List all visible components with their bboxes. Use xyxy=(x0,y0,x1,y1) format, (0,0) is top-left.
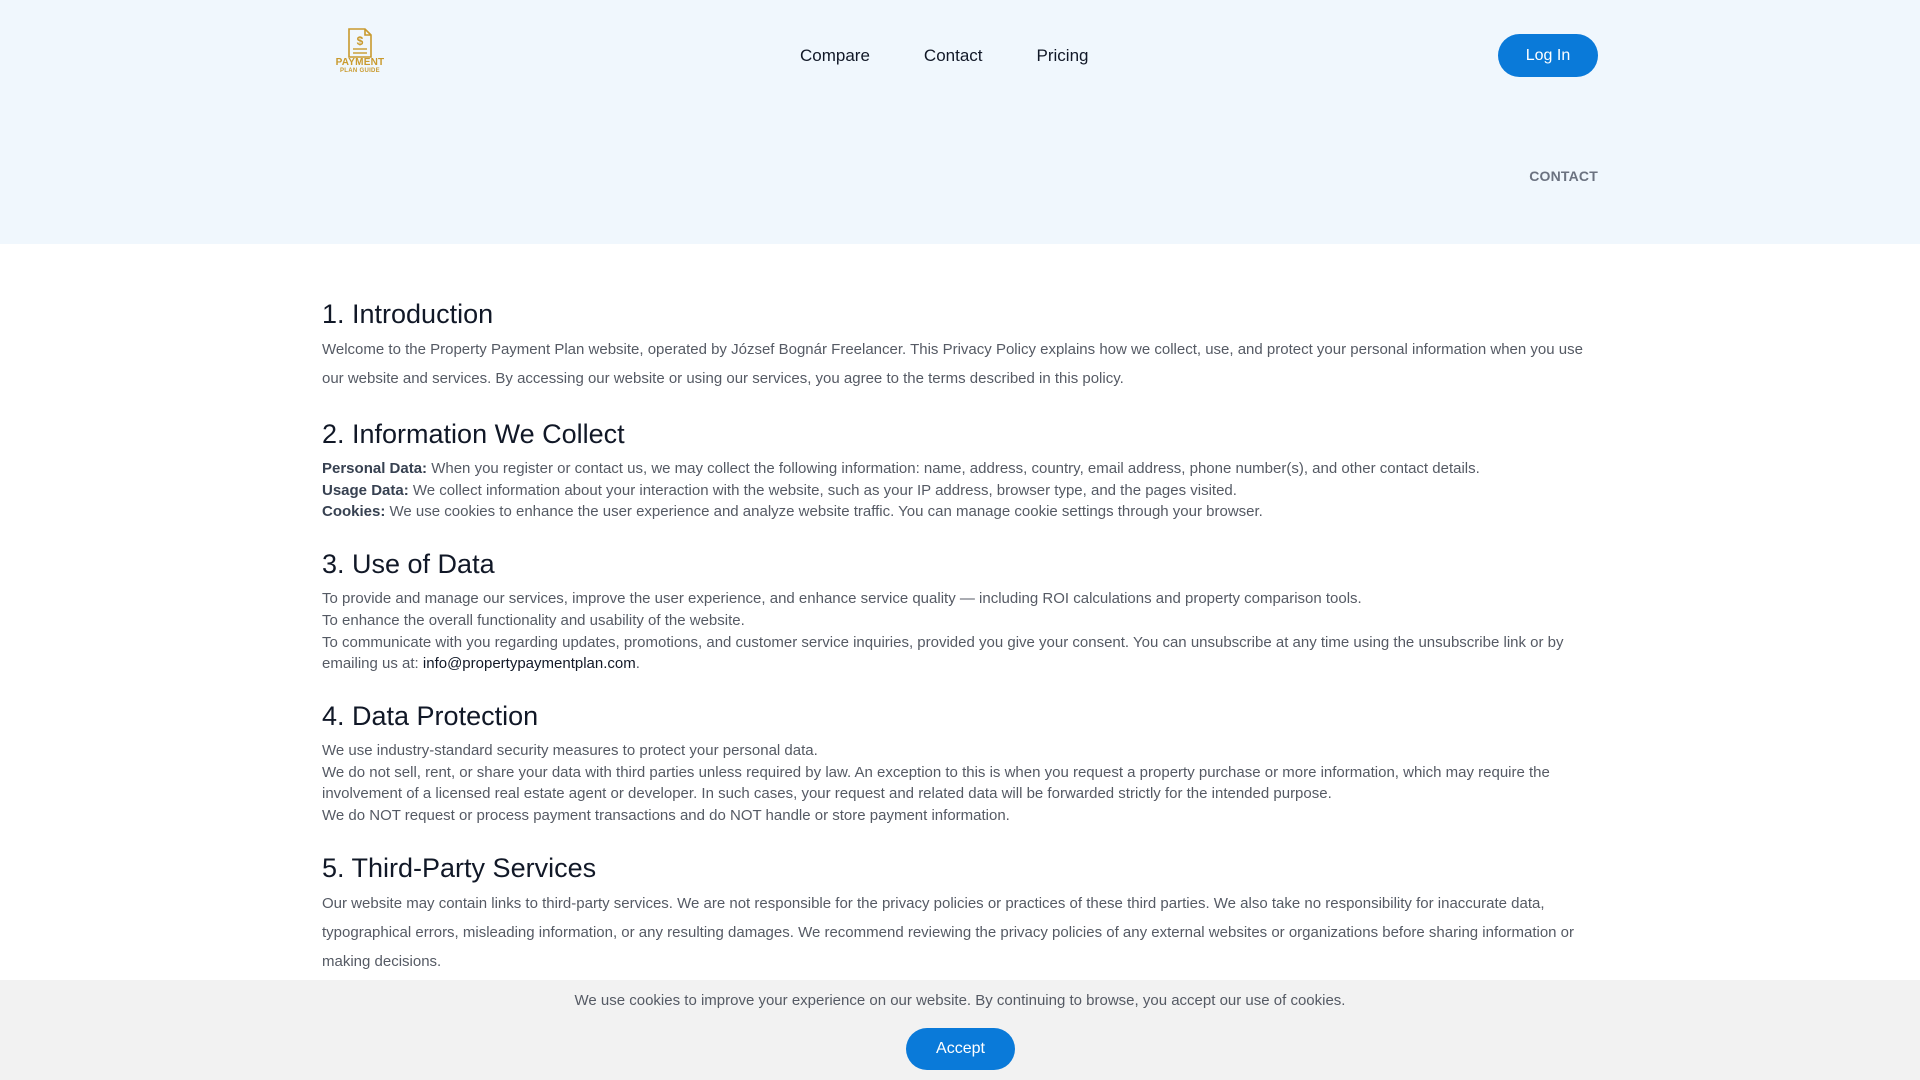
svg-text:$: $ xyxy=(356,34,364,48)
section-information-we-collect xyxy=(322,416,1598,523)
site-header xyxy=(0,0,1920,244)
section-data-protection xyxy=(322,698,1598,827)
section-title: 4. Data Protection xyxy=(322,700,539,731)
item-text: We collect information about your interaction with the website, such as your IP address, browser type, and the pages visited. xyxy=(408,481,1237,499)
list-item xyxy=(322,501,1598,523)
logo[interactable] xyxy=(330,28,390,84)
nav-compare[interactable]: Compare xyxy=(800,46,870,65)
breadcrumb: CONTACT xyxy=(1529,168,1598,184)
section-text: Our website may contain links to third-party services. We are not responsible for the privacy policies or practices of these third parties. We also take no responsibility for inaccurate data, typographical errors, misleading information, or any resulting damages. We recommend reviewing the privacy policies of any external websites or organizations before sharing information or making decisions. xyxy=(322,894,1575,970)
list-item: To provide and manage our services, improve the user experience, and enhance service quality — including ROI calculations and property comparison tools. xyxy=(322,590,1362,608)
main-nav xyxy=(800,44,1142,68)
list-item: We do NOT request or process payment transactions and do NOT handle or store payment information. xyxy=(322,807,1010,825)
logo-line-2: PLAN GUIDE xyxy=(339,68,380,74)
nav-pricing[interactable]: Pricing xyxy=(1036,46,1089,65)
section-title: 2. Information We Collect xyxy=(322,419,625,449)
list-item xyxy=(322,480,1598,502)
nav-contact[interactable]: Contact xyxy=(923,46,983,65)
item-label: Cookies: xyxy=(322,503,386,521)
privacy-policy-content xyxy=(322,296,1598,1035)
period-text: . xyxy=(635,655,640,673)
item-text: We use cookies to enhance the user experience and analyze website traffic. You can manage cookie settings through your browser. xyxy=(385,503,1263,521)
list-item xyxy=(322,458,1598,480)
section-use-of-data xyxy=(322,546,1598,675)
section-title: 1. Introduction xyxy=(322,299,494,329)
cookie-banner xyxy=(0,980,1920,1080)
consent-text: To communicate with you regarding updates, promotions, and customer service inquiries, provided you give your consent. You can unsubscribe at any time using the unsubscribe link or by emailing us at: xyxy=(322,633,1564,673)
list-item: We use industry-standard security measures to protect your personal data. xyxy=(322,741,818,759)
email-link[interactable]: info@propertypaymentplan.com xyxy=(422,655,636,673)
list-item: We do not sell, rent, or share your data with third parties unless required by law. An exception to this is when you request a property purchase or more information, which may require the involvement of a licensed real estate agent or developer. In such cases, your request and related data will be forwarded strictly for the intended purpose. xyxy=(322,763,1550,803)
item-text: When you register or contact us, we may collect the following information: name, address, country, email address, phone number(s), and other contact details. xyxy=(427,460,1480,477)
item-label: Personal Data: xyxy=(322,460,428,477)
section-introduction xyxy=(322,296,1598,393)
list-item: To enhance the overall functionality and usability of the website. xyxy=(322,611,745,629)
section-text: Welcome to the Property Payment Plan website, operated by József Bognár Freelancer. This Privacy Policy explains how we collect, use, and protect your personal information when you use our website and services. By accessing our website or using our services, you agree to the terms described in this policy. xyxy=(322,341,1583,387)
accept-cookies-button[interactable]: Accept xyxy=(906,1028,1015,1070)
section-third-party-services xyxy=(322,850,1598,976)
login-button[interactable]: Log In xyxy=(1498,34,1598,77)
logo-line-1: PAYMENT xyxy=(335,57,385,68)
section-title: 5. Third-Party Services xyxy=(322,852,597,883)
list-item xyxy=(322,632,1598,675)
document-dollar-icon xyxy=(347,28,373,58)
item-label: Usage Data: xyxy=(322,481,409,499)
section-title: 3. Use of Data xyxy=(322,549,495,580)
cookie-message: We use cookies to improve your experience on our website. By continuing to browse, you accept our use of cookies. xyxy=(574,992,1346,1009)
